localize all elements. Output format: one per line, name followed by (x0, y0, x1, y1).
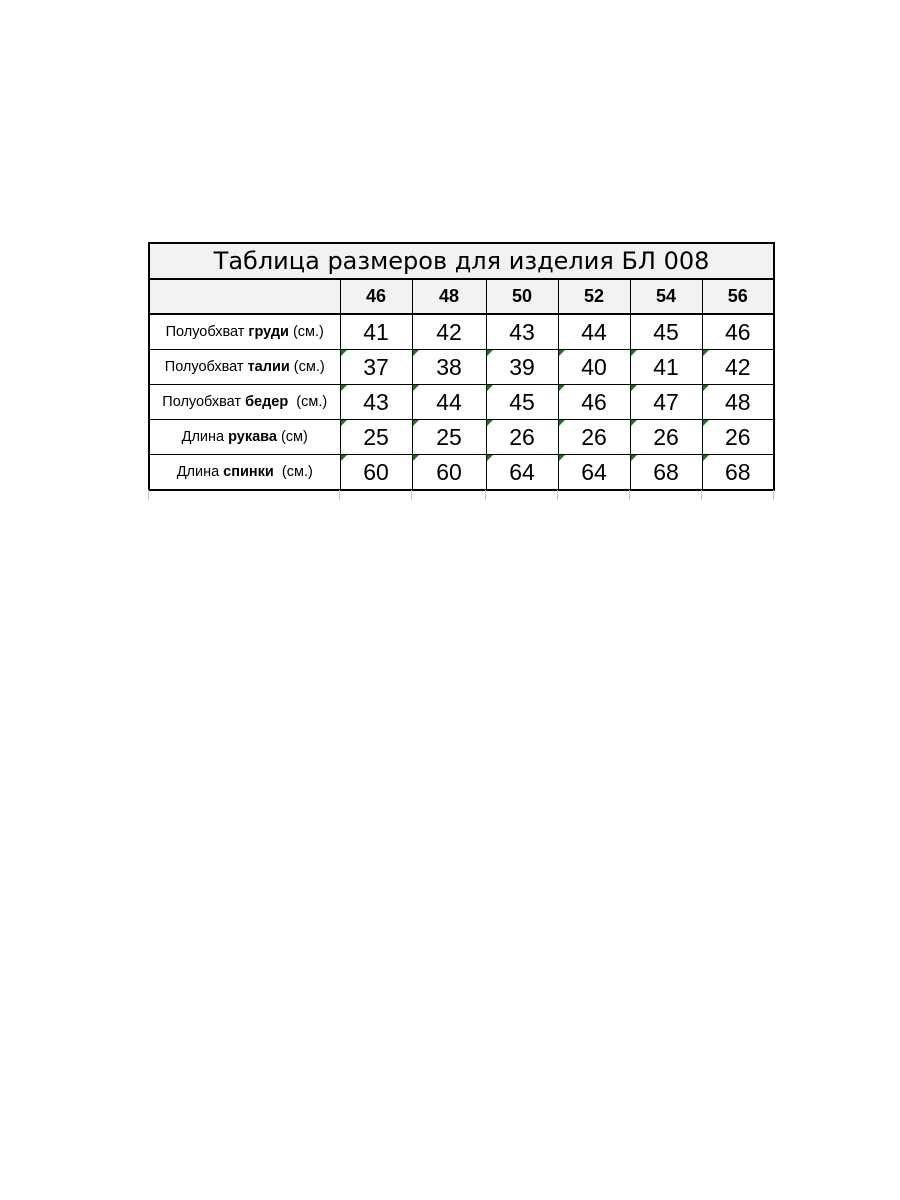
gridline-stub (773, 490, 774, 500)
value-cell[interactable]: 60 (340, 455, 412, 491)
size-header-row (149, 279, 774, 314)
label-suffix: (см.) (289, 359, 325, 375)
value-cell[interactable]: 40 (558, 350, 630, 385)
value-cell[interactable]: 41 (630, 350, 702, 385)
value-cell[interactable]: 41 (340, 314, 412, 350)
gridline-stub (701, 490, 702, 500)
value-cell[interactable]: 44 (558, 314, 630, 350)
value-cell[interactable]: 39 (486, 350, 558, 385)
gridline-stub (557, 490, 558, 500)
label-prefix: Длина (176, 464, 224, 480)
value-cell[interactable]: 26 (558, 420, 630, 455)
table-row (149, 455, 774, 491)
label-prefix: Полуобхват (164, 359, 248, 375)
size-header-cell[interactable]: 46 (340, 279, 412, 314)
value-cell[interactable]: 64 (558, 455, 630, 491)
label-bold: груди (248, 324, 289, 340)
table-row (149, 314, 774, 350)
value-cell[interactable]: 64 (486, 455, 558, 491)
size-header-cell[interactable]: 54 (630, 279, 702, 314)
label-suffix: (см.) (273, 464, 313, 480)
value-cell[interactable]: 46 (558, 385, 630, 420)
table-title[interactable]: Таблица размеров для изделия БЛ 008 (149, 243, 774, 279)
label-suffix: (см.) (288, 394, 328, 410)
value-cell[interactable]: 44 (412, 385, 486, 420)
value-cell[interactable]: 60 (412, 455, 486, 491)
label-bold: рукава (228, 429, 277, 445)
size-header-cell[interactable]: 50 (486, 279, 558, 314)
label-prefix: Длина (181, 429, 229, 445)
gridline-stubs (148, 490, 774, 500)
label-bold: спинки (223, 464, 274, 480)
table-row (149, 420, 774, 455)
value-cell[interactable]: 43 (340, 385, 412, 420)
value-cell[interactable]: 37 (340, 350, 412, 385)
gridline-stub (629, 490, 630, 500)
size-header-cell[interactable]: 56 (702, 279, 774, 314)
value-cell[interactable]: 38 (412, 350, 486, 385)
label-prefix: Полуобхват (165, 324, 249, 340)
value-cell[interactable]: 68 (630, 455, 702, 491)
table-row (149, 350, 774, 385)
gridline-stub (411, 490, 412, 500)
value-cell[interactable]: 26 (630, 420, 702, 455)
value-cell[interactable]: 45 (630, 314, 702, 350)
label-prefix: Полуобхват (162, 394, 246, 410)
value-cell[interactable]: 25 (412, 420, 486, 455)
value-cell[interactable]: 42 (702, 350, 774, 385)
measurement-label-cell[interactable] (149, 350, 340, 385)
value-cell[interactable]: 48 (702, 385, 774, 420)
gridline-stub (148, 490, 149, 500)
value-cell[interactable]: 42 (412, 314, 486, 350)
value-cell[interactable]: 46 (702, 314, 774, 350)
label-suffix: (см.) (288, 324, 324, 340)
header-blank-cell[interactable] (149, 279, 340, 314)
value-cell[interactable]: 45 (486, 385, 558, 420)
measurement-label-cell[interactable] (149, 420, 340, 455)
label-bold: талии (247, 359, 290, 375)
size-header-cell[interactable]: 52 (558, 279, 630, 314)
label-bold: бедер (245, 394, 289, 410)
gridline-stub (339, 490, 340, 500)
size-header-cell[interactable]: 48 (412, 279, 486, 314)
value-cell[interactable]: 47 (630, 385, 702, 420)
size-chart-table (148, 242, 775, 491)
value-cell[interactable]: 25 (340, 420, 412, 455)
value-cell[interactable]: 68 (702, 455, 774, 491)
measurement-label-cell[interactable] (149, 455, 340, 491)
measurement-label-cell[interactable] (149, 385, 340, 420)
value-cell[interactable]: 26 (702, 420, 774, 455)
value-cell[interactable]: 43 (486, 314, 558, 350)
gridline-stub (485, 490, 486, 500)
value-cell[interactable]: 26 (486, 420, 558, 455)
measurement-label-cell[interactable] (149, 314, 340, 350)
label-suffix: (см) (276, 429, 308, 445)
table-row (149, 385, 774, 420)
